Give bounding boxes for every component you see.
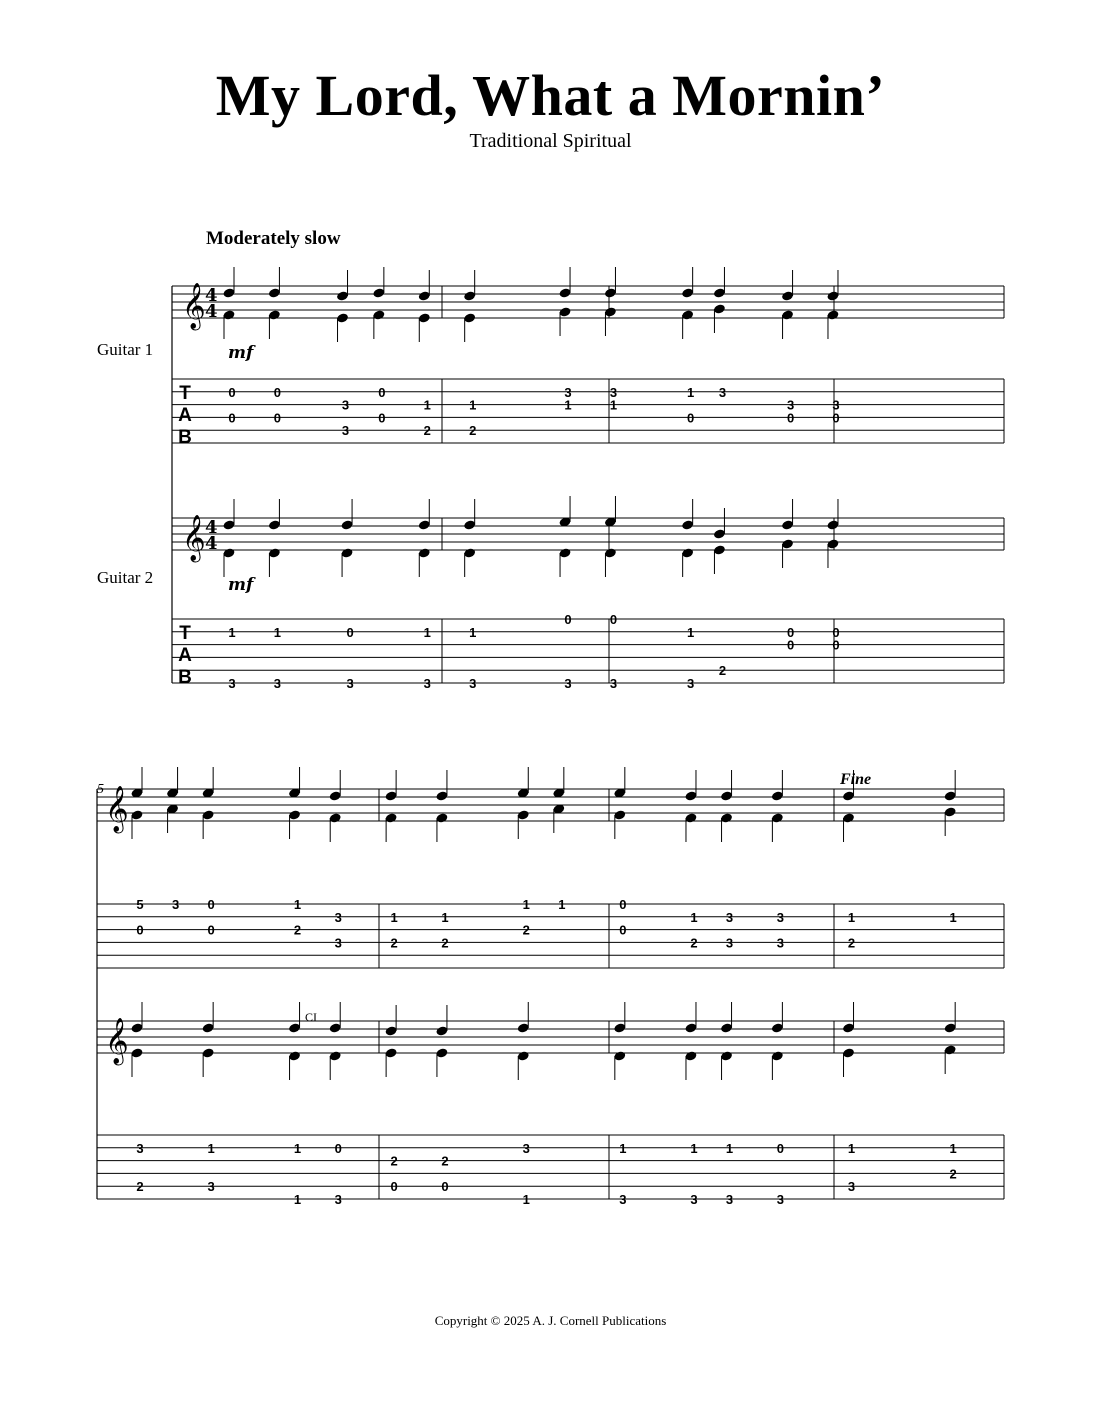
tab-fret-number: 3: [619, 1192, 627, 1207]
tab-fret-number: 3: [847, 1179, 856, 1195]
tab-letter-t: T: [179, 383, 191, 404]
tab-fret-number: 0: [207, 897, 215, 912]
tab-fret-number: 2: [423, 423, 431, 439]
tab-fret-number: 3: [832, 397, 840, 413]
tab-fret-number: 3: [786, 397, 795, 413]
tab-fret-number: 1: [949, 909, 957, 925]
tab-fret-number: 0: [441, 1179, 449, 1195]
tab-fret-number: 3: [469, 676, 477, 691]
tab-fret-number: 2: [136, 1179, 144, 1195]
tab-fret-number: 0: [832, 624, 840, 640]
tab-fret-number: 1: [690, 909, 698, 925]
treble-clef-icon: 𝄞: [105, 1018, 129, 1064]
time-signature-top: 4: [205, 285, 218, 306]
tab-fret-number: 3: [273, 676, 282, 691]
tab-fret-number: 1: [441, 909, 449, 925]
tab-fret-number: 3: [207, 1179, 215, 1195]
tab-fret-number: 0: [378, 384, 386, 400]
tab-fret-number: 0: [228, 410, 236, 426]
time-signature-top: 4: [205, 517, 218, 538]
tab-fret-number: 3: [334, 909, 342, 925]
tab-fret-number: 1: [469, 624, 477, 640]
tab-fret-number: 1: [847, 1140, 856, 1156]
barre-marking: CI: [305, 1010, 317, 1024]
tab-fret-number: 1: [390, 909, 398, 925]
tab-fret-number: 2: [441, 1153, 449, 1169]
tab-fret-number: 3: [564, 384, 572, 400]
treble-clef-icon: 𝄞: [182, 283, 206, 329]
tab-fret-number: 1: [687, 384, 695, 400]
tempo-marking: Moderately slow: [206, 228, 341, 249]
tab-fret-number: 3: [228, 676, 236, 691]
dynamic-marking: mf: [228, 575, 254, 595]
tab-fret-number: 2: [390, 935, 398, 951]
tab-fret-number: 2: [441, 935, 449, 951]
treble-clef-icon: 𝄞: [105, 786, 129, 832]
tab-fret-number: 1: [293, 1140, 302, 1156]
tab-fret-number: 0: [334, 1140, 342, 1156]
tab-fret-number: 3: [136, 1140, 144, 1156]
tab-fret-number: 1: [228, 624, 236, 640]
tab-fret-number: 3: [718, 384, 727, 400]
tab-fret-number: 1: [469, 397, 477, 413]
tab-fret-number: 1: [949, 1140, 957, 1156]
tab-fret-number: 1: [609, 397, 618, 413]
tab-fret-number: 1: [522, 1192, 530, 1207]
tab-fret-number: 3: [725, 935, 734, 951]
tab-fret-number: 3: [609, 676, 618, 691]
tab-fret-number: 0: [786, 410, 795, 426]
tab-fret-number: 3: [725, 1192, 734, 1207]
tab-fret-number: 3: [776, 935, 784, 951]
tab-fret-number: 0: [609, 612, 618, 627]
tab-letter-a: A: [178, 405, 192, 426]
tab-letter-b: B: [178, 667, 192, 688]
tab-fret-number: 2: [522, 922, 530, 938]
tab-letter-t: T: [179, 623, 191, 644]
fine-marking: Fine: [840, 771, 872, 788]
tab-fret-number: 1: [725, 1140, 734, 1156]
tab-fret-number: 1: [619, 1140, 627, 1156]
tab-fret-number: 3: [171, 897, 180, 912]
tab-fret-number: 2: [690, 935, 698, 951]
tab-fret-number: 1: [687, 624, 695, 640]
tab-fret-number: 0: [619, 922, 627, 938]
dynamic-marking: mf: [228, 343, 254, 363]
tab-fret-number: 1: [207, 1140, 215, 1156]
tab-letter-b: B: [178, 427, 192, 448]
score-decorations: [97, 283, 317, 1066]
tab-fret-number: 3: [725, 909, 734, 925]
tab-fret-number: 1: [293, 897, 302, 912]
tab-fret-number: 3: [334, 935, 342, 951]
tab-letter-a: A: [178, 645, 192, 666]
tab-fret-number: 1: [273, 624, 282, 640]
tab-fret-number: 0: [832, 410, 840, 426]
tab-fret-number: 3: [334, 1192, 342, 1207]
tab-fret-number: 0: [228, 384, 236, 400]
tab-fret-number: 1: [423, 624, 431, 640]
tab-fret-number: 0: [564, 612, 572, 627]
page-subtitle: Traditional Spiritual: [469, 130, 632, 152]
tab-fret-number: 3: [776, 909, 784, 925]
tab-fret-number: 1: [690, 1140, 698, 1156]
tab-fret-number: 2: [469, 423, 477, 439]
tab-fret-number: 0: [273, 410, 282, 426]
treble-clef-icon: 𝄞: [182, 515, 206, 561]
page-title: My Lord, What a Mornin’: [215, 63, 886, 128]
tab-fret-number: 2: [949, 1166, 957, 1182]
tab-fret-number: 0: [346, 624, 354, 640]
instrument-label-guitar-2: Guitar 2: [97, 568, 154, 587]
tab-fret-number: 3: [522, 1140, 530, 1156]
tab-fret-number: 2: [390, 1153, 398, 1169]
time-signature-bottom: 4: [205, 301, 218, 322]
tab-fret-number: 3: [341, 423, 350, 439]
tab-fret-number: 0: [390, 1179, 398, 1195]
instrument-label-guitar-1: Guitar 1: [97, 340, 154, 359]
time-signature-bottom: 4: [205, 533, 218, 554]
tab-fret-number: 0: [776, 1140, 784, 1156]
tab-fret-number: 0: [786, 637, 795, 653]
tab-fret-number: 0: [687, 410, 695, 426]
tab-fret-number: 0: [136, 922, 144, 938]
tab-fret-number: 3: [690, 1192, 698, 1207]
tab-fret-number: 1: [423, 397, 431, 413]
tab-fret-number: 1: [564, 397, 572, 413]
tab-fret-number: 3: [564, 676, 572, 691]
tab-fret-number: 1: [522, 897, 530, 912]
tab-fret-number: 2: [718, 663, 727, 679]
tab-fret-number: 3: [423, 676, 431, 691]
tab-fret-number: 0: [378, 410, 386, 426]
tab-fret-number: 0: [273, 384, 282, 400]
measure-number: 5: [97, 782, 104, 797]
note-heads: [130, 267, 956, 1080]
tab-fret-number: 0: [786, 624, 795, 640]
tab-fret-number: 1: [558, 897, 566, 912]
tab-fret-number: 3: [346, 676, 354, 691]
tab-fret-number: 0: [619, 897, 627, 912]
tab-fret-number: 3: [341, 397, 350, 413]
tab-fret-number: 2: [293, 922, 302, 938]
tab-fret-number: 2: [847, 935, 856, 951]
tab-fret-number: 5: [136, 897, 144, 912]
tab-fret-number: 3: [609, 384, 618, 400]
tab-fret-number: 0: [832, 637, 840, 653]
copyright-notice: Copyright © 2025 A. J. Cornell Publications: [434, 1313, 667, 1328]
tab-fret-number: 1: [293, 1192, 302, 1207]
tab-fret-number: 3: [776, 1192, 784, 1207]
tab-fret-number: 3: [687, 676, 695, 691]
tab-fret-number: 1: [847, 909, 856, 925]
tab-fret-number: 0: [207, 922, 215, 938]
